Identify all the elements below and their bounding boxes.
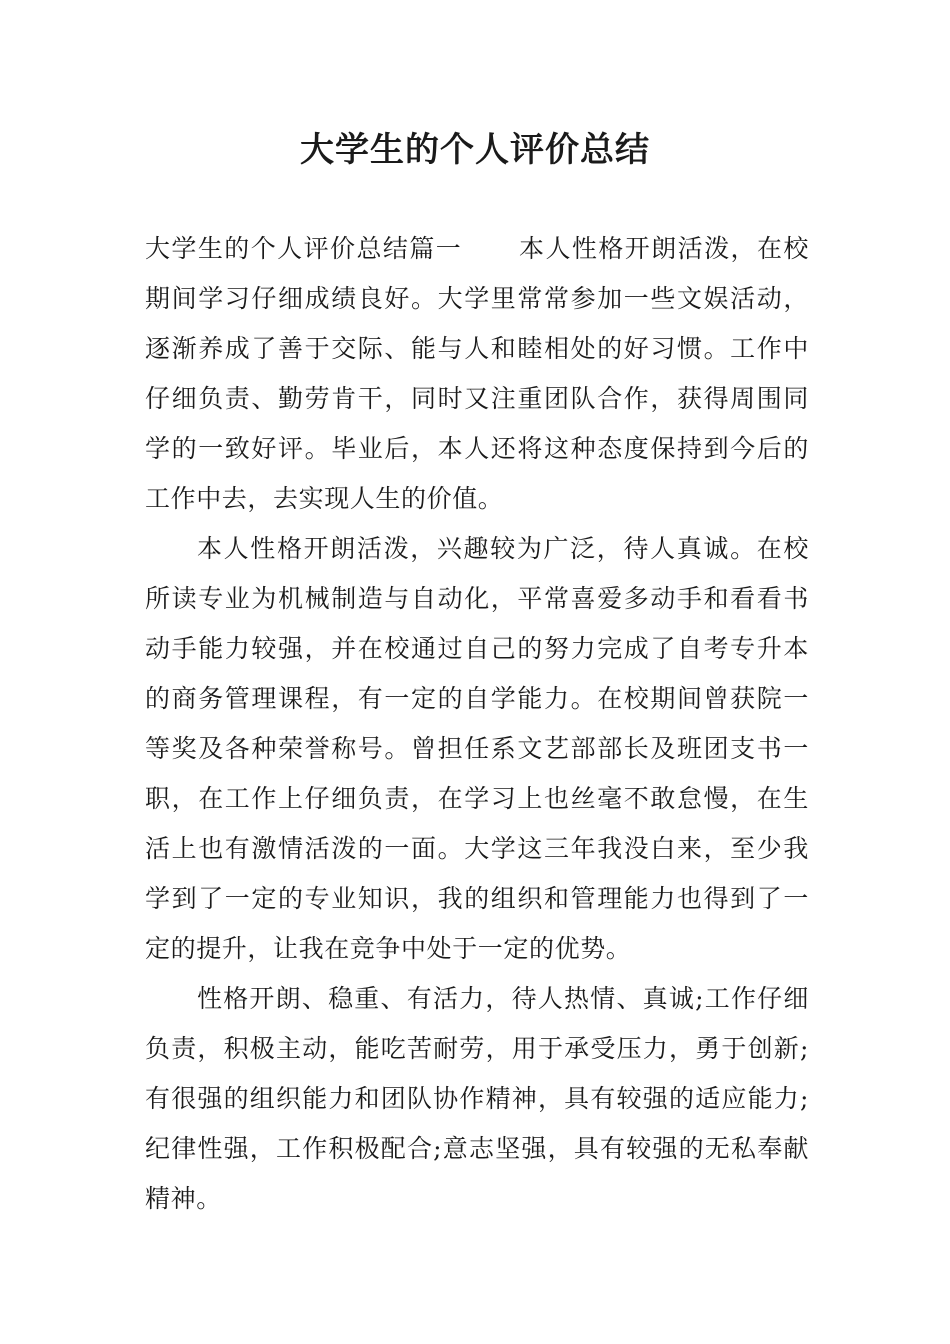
paragraph-1-text: 本人性格开朗活泼，在校期间学习仔细成绩良好。大学里常常参加一些文娱活动，逐渐养成了善于交际、能与人和睦相处的好习惯。工作中仔细负责、勤劳肯干，同时又注重团队合作，获得周围同学的一致好评。毕业后，本人还将这种态度保持到今后的工作中去，去实现人生的价值。 (145, 234, 809, 513)
document-body (145, 224, 809, 1224)
paragraph-1 (145, 224, 809, 524)
paragraph-2: 本人性格开朗活泼，兴趣较为广泛，待人真诚。在校所读专业为机械制造与自动化，平常喜爱多动手和看看书动手能力较强，并在校通过自己的努力完成了自考专升本的商务管理课程，有一定的自学能力。在校期间曾获院一等奖及各种荣誉称号。曾担任系文艺部部长及班团支书一职，在工作上仔细负责，在学习上也丝毫不敢怠慢，在生活上也有激情活泼的一面。大学这三年我没白来，至少我学到了一定的专业知识，我的组织和管理能力也得到了一定的提升，让我在竞争中处于一定的优势。 (145, 534, 809, 963)
paragraph-3: 性格开朗、稳重、有活力，待人热情、真诚;工作仔细负责，积极主动，能吃苦耐劳，用于承受压力，勇于创新;有很强的组织能力和团队协作精神，具有较强的适应能力;纪律性强，工作积极配合;意志坚强，具有较强的无私奉献精神。 (145, 984, 809, 1213)
page-title: 大学生的个人评价总结 (300, 130, 650, 170)
paragraph-1-heading: 大学生的个人评价总结篇一 (145, 234, 463, 263)
